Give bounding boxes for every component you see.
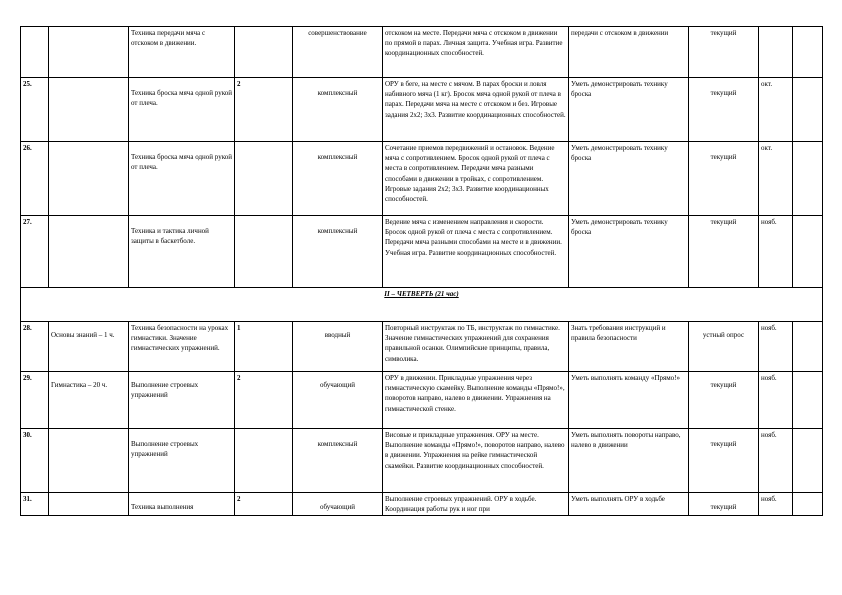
section-cell <box>49 78 129 142</box>
control-cell <box>689 372 759 429</box>
requirements-cell: Уметь демонстрировать технику броска <box>569 78 689 142</box>
table-row <box>21 142 823 216</box>
hours-cell <box>235 142 293 216</box>
date-plan-cell: нояб. <box>759 429 793 493</box>
lesson-type-cell: совершенствование <box>293 27 383 78</box>
date-fact-cell <box>793 322 823 372</box>
topic-text: Техника броска мяча одной рукой от плеча. <box>131 89 232 108</box>
control-cell <box>689 322 759 372</box>
lesson-type-text: обучающий <box>319 503 356 511</box>
control-cell <box>689 493 759 516</box>
section-text: Гимнастика – 20 ч. <box>51 381 108 389</box>
lesson-type-text: комплексный <box>317 440 358 448</box>
lesson-number <box>21 27 49 78</box>
date-plan-cell: окт. <box>759 142 793 216</box>
section-cell <box>49 142 129 216</box>
content-cell: Висовые и прикладные упражнения. ОРУ на месте. Выполнение команды «Прямо!», поворотов направо, налево в движении. Упражнения на рейке гимнастической скамейки. Развитие координационных способностей. <box>383 429 569 493</box>
table-row <box>21 322 823 372</box>
lesson-plan-table <box>20 26 823 516</box>
lesson-type-cell <box>293 493 383 516</box>
topic-cell <box>129 78 235 142</box>
topic-text: Выполнение строевых упражнений <box>131 381 199 400</box>
topic-cell: Техника передачи мяча с отскоком в движении. <box>129 27 235 78</box>
date-plan-cell: окт. <box>759 78 793 142</box>
lesson-type-text: комплексный <box>317 89 358 97</box>
topic-text: Техника броска мяча одной рукой от плеча. <box>131 153 232 172</box>
lesson-type-cell <box>293 78 383 142</box>
date-plan-cell: нояб. <box>759 372 793 429</box>
topic-cell: Техника безопасности на уроках гимнастики. Значение гимнастических упражнений. <box>129 322 235 372</box>
lesson-number: 27. <box>21 216 49 288</box>
lesson-type-text: комплексный <box>317 227 358 235</box>
control-cell <box>689 429 759 493</box>
section-cell <box>49 372 129 429</box>
quarter-heading-row <box>21 288 823 322</box>
topic-text: Техника и тактика личной защиты в баскетболе. <box>131 227 209 246</box>
table-row <box>21 78 823 142</box>
lesson-number: 26. <box>21 142 49 216</box>
date-fact-cell <box>793 78 823 142</box>
lesson-number: 31. <box>21 493 49 516</box>
section-text: Основы знаний – 1 ч. <box>51 331 115 339</box>
table-row <box>21 216 823 288</box>
content-cell: ОРУ в беге, на месте с мячом. В парах броски и ловля набивного мяча (1 кг). Бросок мяча одной рукой от плеча в парах. Передачи мяча на месте с отскоком и без. Игровые задания 2х2; 3х3. Развитие координационных способностей. <box>383 78 569 142</box>
table-row <box>21 27 823 78</box>
date-plan-cell: нояб. <box>759 216 793 288</box>
section-cell <box>49 216 129 288</box>
lesson-type-cell <box>293 142 383 216</box>
date-fact-cell <box>793 27 823 78</box>
hours-cell: 1 <box>235 322 293 372</box>
content-cell: отскоком на месте. Передачи мяча с отскоком в движении по прямой в парах. Личная защита. Учебная игра. Развитие координационных способностей. <box>383 27 569 78</box>
requirements-cell: Знать требования инструкций и правила безопасности <box>569 322 689 372</box>
requirements-cell: Уметь выполнять ОРУ в ходьбе <box>569 493 689 516</box>
lesson-number: 25. <box>21 78 49 142</box>
requirements-cell: передачи с отскоком в движении <box>569 27 689 78</box>
table-row <box>21 372 823 429</box>
control-text: текущий <box>710 89 737 97</box>
content-cell: Ведение мяча с изменением направления и скорости. Бросок одной рукой от плеча с места с сопротивлением. Передачи мяча разными способами на месте и в движении. Учебная игра. Развитие координационных способностей. <box>383 216 569 288</box>
lesson-type-text: комплексный <box>317 153 358 161</box>
date-fact-cell <box>793 216 823 288</box>
control-text: устный опрос <box>702 331 745 339</box>
quarter-heading: II – ЧЕТВЕРТЬ (21 час) <box>21 288 823 322</box>
topic-cell <box>129 429 235 493</box>
date-fact-cell <box>793 493 823 516</box>
control-text: текущий <box>710 440 737 448</box>
content-cell: Повторный инструктаж по ТБ, инструктаж по гимнастике. Значение гимнастических упражнений для сохранения правильной осанки. Олимпийские принципы, правила, символика. <box>383 322 569 372</box>
content-cell: Сочетание приемов передвижений и остановок. Ведение мяча с сопротивлением. Бросок одной рукой от плеча с места в сопротивлением. Передачи мяча разными способами в движении в тройках, с сопротивлением. Игровые задания 2х2; 3х3. Развитие координационных способностей. <box>383 142 569 216</box>
requirements-cell: Уметь демонстрировать технику броска <box>569 216 689 288</box>
lesson-type-text: обучающий <box>319 381 356 389</box>
lesson-type-text: вводный <box>324 331 351 339</box>
requirements-cell: Уметь выполнять повороты направо, налево в движении <box>569 429 689 493</box>
date-plan-cell <box>759 27 793 78</box>
lesson-type-cell <box>293 216 383 288</box>
control-text: текущий <box>710 153 737 161</box>
hours-cell <box>235 216 293 288</box>
control-cell: текущий <box>689 27 759 78</box>
content-cell: ОРУ в движении. Прикладные упражнения через гимнастическую скамейку. Выполнение команды «Прямо!», поворотов направо, налево в движении. Упражнения на гимнастической стенке. <box>383 372 569 429</box>
lesson-type-cell <box>293 429 383 493</box>
content-cell: Выполнение строевых упражнений. ОРУ в ходьбе. Координация работы рук и ног при <box>383 493 569 516</box>
section-cell <box>49 493 129 516</box>
table-row <box>21 493 823 516</box>
requirements-cell: Уметь демонстрировать технику броска <box>569 142 689 216</box>
topic-cell <box>129 372 235 429</box>
hours-cell: 2 <box>235 493 293 516</box>
hours-cell <box>235 429 293 493</box>
lesson-type-cell <box>293 372 383 429</box>
control-cell: текущий <box>689 216 759 288</box>
topic-text: Выполнение строевых упражнений <box>131 440 199 459</box>
lesson-number: 30. <box>21 429 49 493</box>
hours-cell: 2 <box>235 78 293 142</box>
date-plan-cell: нояб. <box>759 322 793 372</box>
hours-cell <box>235 27 293 78</box>
control-text: текущий <box>710 381 737 389</box>
section-cell <box>49 322 129 372</box>
section-cell <box>49 27 129 78</box>
topic-cell <box>129 216 235 288</box>
topic-cell <box>129 142 235 216</box>
control-cell <box>689 78 759 142</box>
lesson-type-cell <box>293 322 383 372</box>
date-fact-cell <box>793 429 823 493</box>
section-cell <box>49 429 129 493</box>
table-row <box>21 429 823 493</box>
date-fact-cell <box>793 372 823 429</box>
topic-cell <box>129 493 235 516</box>
control-cell <box>689 142 759 216</box>
hours-cell: 2 <box>235 372 293 429</box>
date-fact-cell <box>793 142 823 216</box>
lesson-number: 28. <box>21 322 49 372</box>
topic-text: Техника выполнения <box>131 503 194 511</box>
control-text: текущий <box>710 503 737 511</box>
requirements-cell: Уметь выполнять команду «Прямо!» <box>569 372 689 429</box>
date-plan-cell: нояб. <box>759 493 793 516</box>
lesson-number: 29. <box>21 372 49 429</box>
